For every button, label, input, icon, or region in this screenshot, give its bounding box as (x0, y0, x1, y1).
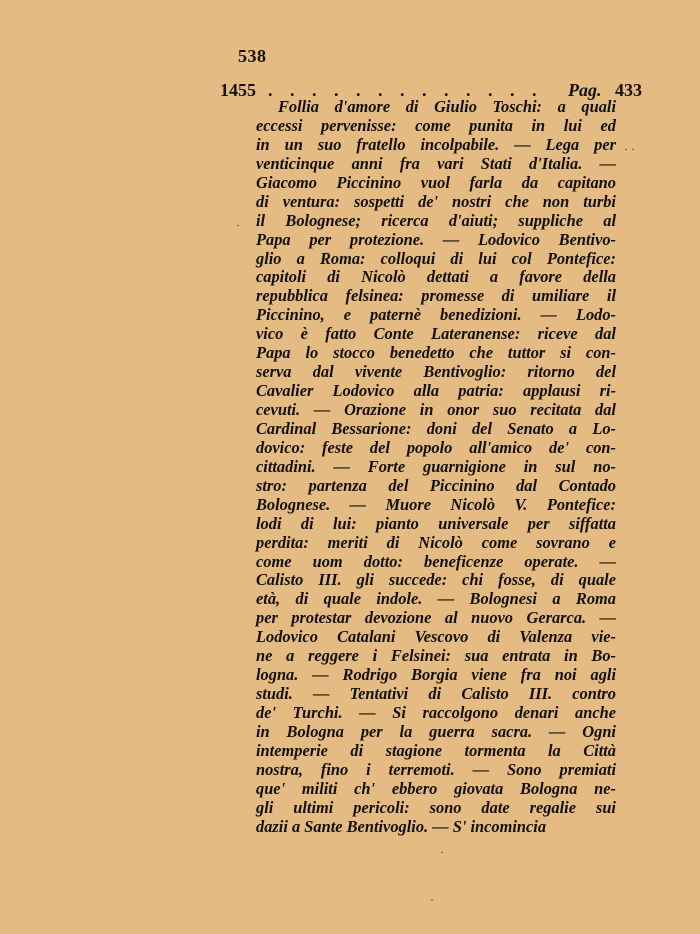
text-line: perdita: meriti di Nicolò come sovrano e (256, 532, 616, 552)
paper-speck: · (440, 845, 444, 859)
text-line: nostra, fino i terremoti. — Sono premiati (256, 759, 616, 779)
paper-speck: · (236, 218, 240, 232)
page-reference-label: Pag. (568, 80, 602, 100)
text-line: intemperie di stagione tormenta la Città (256, 740, 616, 760)
text-line: studi. — Tentativi di Calisto III. contro (256, 684, 616, 704)
text-line: Papa per protezione. — Lodovico Bentivo- (256, 229, 616, 249)
dot-leader: . . . . . . . . . . . . . (268, 80, 543, 100)
paper-speck: · · (624, 142, 635, 156)
text-line: in un suo fratello incolpabile. — Lega per (256, 134, 616, 154)
text-line: eccessi pervenisse: come punita in lui ed (256, 115, 616, 135)
text-line: Bolognese. — Muore Nicolò V. Pontefice: (256, 494, 616, 514)
text-line: serva dal vivente Bentivoglio: ritorno del (256, 362, 616, 382)
text-line: Calisto III. gli succede: chi fosse, di quale (256, 570, 616, 590)
text-line: que' militi ch' ebbero giovata Bologna ne- (256, 778, 616, 798)
entry-year: 1455 (220, 80, 256, 100)
text-line: Lodovico Catalani Vescovo di Valenza vie- (256, 627, 616, 647)
text-line: cevuti. — Orazione in onor suo recitata dal (256, 400, 616, 419)
text-line: di ventura: sospetti de' nostri che non turbi (256, 191, 616, 211)
text-line: Giacomo Piccinino vuol farla da capitano (256, 172, 616, 192)
text-line: dovico: feste del popolo all'amico de' con- (256, 437, 616, 457)
text-line: il Bolognese; ricerca d'aiuti; suppliche al (256, 210, 616, 230)
text-line: vico è fatto Conte Lateranense: riceve dal (256, 324, 616, 344)
text-line: stro: partenza del Piccinino dal Contado (256, 475, 616, 495)
text-line: capitoli di Nicolò dettati a favore della (256, 267, 616, 287)
text-line: Papa lo stocco benedetto che tuttor si con- (256, 343, 616, 363)
text-line: Cavalier Lodovico alla patria: applausi ri- (256, 381, 616, 401)
text-line: ne a reggere i Felsinei: sua entrata in Bo- (256, 646, 616, 666)
text-line: età, di quale indole. — Bolognesi a Roma (256, 589, 616, 609)
text-line: Piccinino, e paternè benedizioni. — Lodo- (256, 305, 616, 325)
entry-summary (256, 98, 616, 837)
page-reference-number: 433 (615, 80, 642, 100)
text-line: glio a Roma: colloqui di lui col Pontefice: (256, 248, 616, 268)
text-line: come uom dotto: beneficenze operate. — (256, 551, 616, 571)
text-line: logna. — Rodrigo Borgia viene fra noi agli (256, 665, 616, 685)
text-line: de' Turchi. — Si raccolgono denari anche (256, 703, 616, 722)
text-line: dazii a Sante Bentivoglio. — S' incomincia (256, 816, 547, 836)
text-line: per protestar devozione al nuovo Gerarca. — (256, 608, 616, 628)
text-line: in Bologna per la guerra sacra. — Ogni (256, 721, 616, 741)
text-line: lodi di lui: pianto universale per siffatta (256, 513, 616, 533)
text-line: venticinque anni fra vari Stati d'Italia. — (256, 153, 616, 173)
text-line: repubblica felsinea: promesse di umiliare il (256, 286, 616, 306)
text-line: cittadini. — Forte guarnigione in sul no- (256, 456, 616, 476)
page-number: 538 (238, 46, 267, 66)
text-line: Cardinal Bessarione: doni del Senato a Lo- (256, 418, 616, 438)
paper-speck: · (430, 893, 434, 907)
text-line: Follia d'amore di Giulio Toschi: a quali (278, 97, 616, 116)
text-line: gli ultimi pericoli: sono date regalie sui (256, 797, 616, 817)
